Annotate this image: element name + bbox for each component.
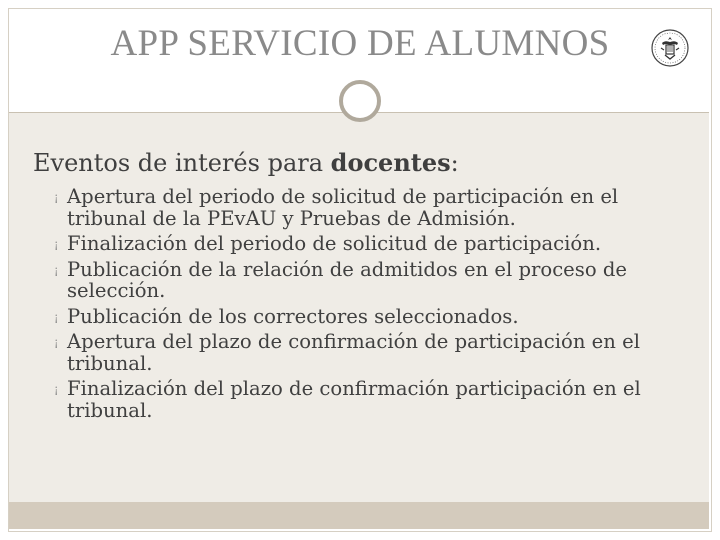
- university-seal-icon: [650, 28, 690, 68]
- list-item-text: Publicación de la relación de admitidos en el proceso de selección.: [67, 257, 627, 302]
- list-item-text: Publicación de los correctores seleccionados.: [67, 304, 519, 328]
- bullet-icon: ¡: [54, 310, 59, 324]
- section-heading: [32, 148, 459, 177]
- bullet-icon: ¡: [54, 263, 59, 277]
- title-divider-circle: [339, 80, 381, 122]
- list-item: [54, 306, 694, 328]
- list-item: [54, 259, 694, 302]
- heading-prefix: Eventos de interés para: [33, 149, 331, 177]
- list-item-text: Apertura del periodo de solicitud de participación en el tribunal de la PEvAU y Pruebas de Admisión.: [67, 185, 619, 230]
- list-item: [54, 186, 694, 229]
- list-item-text: Apertura del plazo de confirmación de participación en el tribunal.: [67, 330, 640, 375]
- bullet-icon: ¡: [54, 336, 59, 349]
- slide-title: APP SERVICIO DE ALUMNOS: [110, 23, 610, 64]
- list-item: [54, 378, 694, 421]
- bullet-icon: ¡: [54, 383, 59, 396]
- list-item-text: Finalización del periodo de solicitud de participación.: [67, 232, 602, 255]
- heading-suffix: :: [450, 149, 459, 177]
- list-item: [54, 331, 694, 374]
- footer-bar: [9, 502, 709, 529]
- list-item: [54, 233, 694, 255]
- bullet-icon: ¡: [54, 238, 59, 251]
- events-list: [54, 186, 694, 425]
- bullet-icon: ¡: [54, 191, 59, 204]
- heading-bold-word: docentes: [330, 148, 451, 177]
- list-item-text: Finalización del plazo de confirmación participación en el tribunal.: [67, 377, 641, 422]
